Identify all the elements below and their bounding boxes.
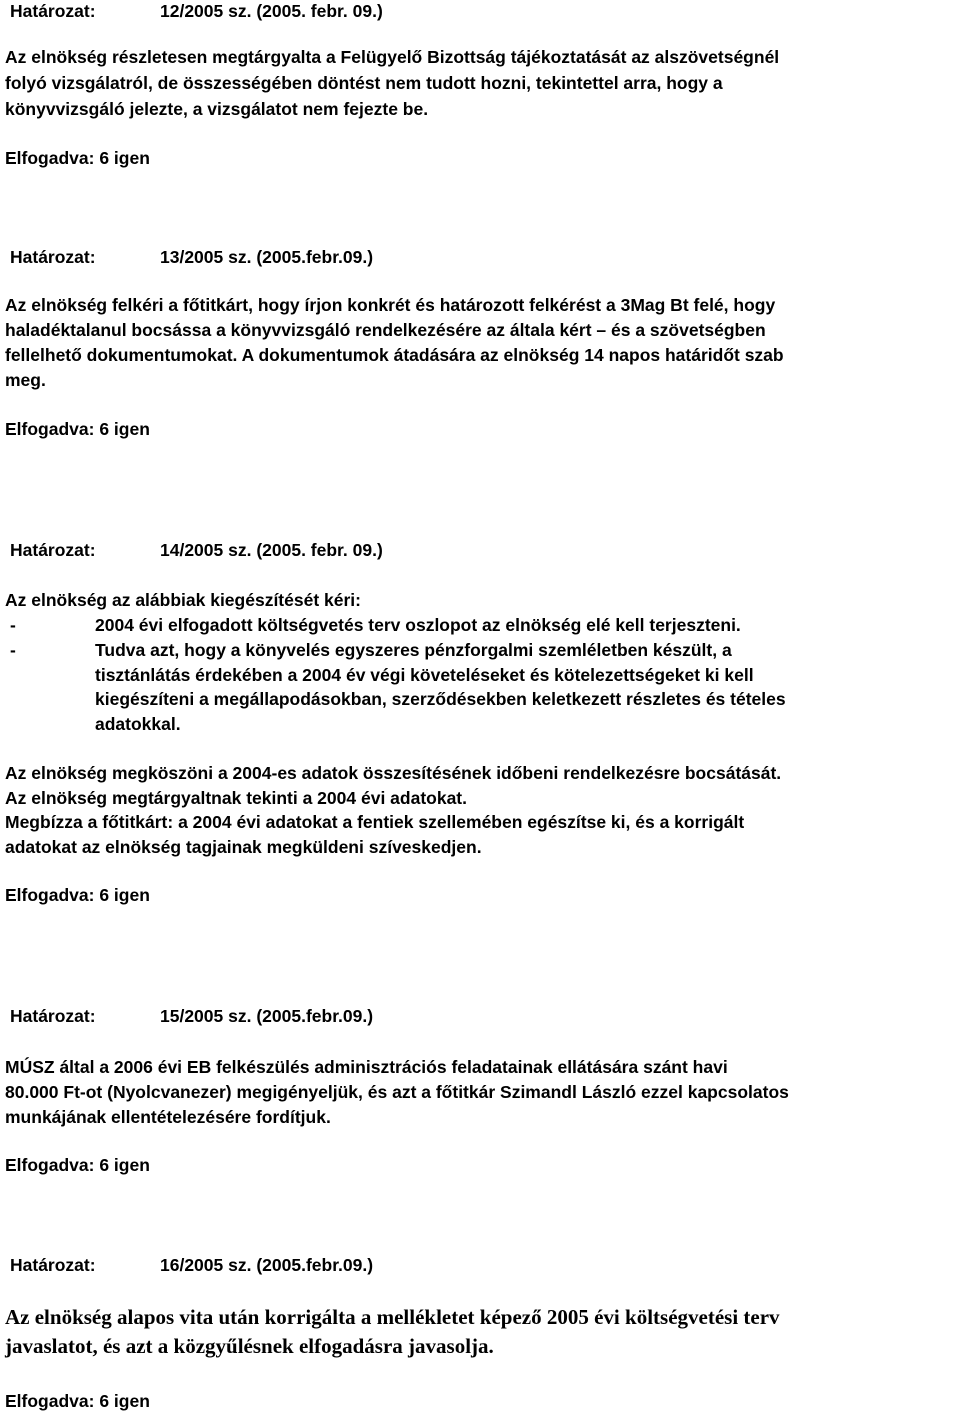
decision-text-line: meg.	[5, 370, 46, 390]
decision-number: 16/2005 sz. (2005.febr.09.)	[160, 1255, 374, 1275]
decision-intro: Az elnökség az alábbiak kiegészítését kéri:	[5, 590, 361, 610]
vote-result: Elfogadva: 6 igen	[5, 1391, 150, 1411]
bullet-text-line: Tudva azt, hogy a könyvelés egyszeres pénzforgalmi szemléletben készült, a	[95, 640, 732, 660]
decision-text-line: Az elnökség megtárgyaltnak tekinti a 2004 évi adatokat.	[5, 788, 467, 808]
decision-text-line: javaslatot, és azt a közgyűlésnek elfogadásra javasolja.	[5, 1334, 494, 1358]
decision-text-line: 80.000 Ft-ot (Nyolcvanezer) megigényeljük, és azt a főtitkár Szimandl László ezzel kapcsolatos	[5, 1082, 789, 1102]
decision-text-line: könyvvizsgáló jelezte, a vizsgálatot nem fejezte be.	[5, 99, 429, 119]
decision-label: Határozat:	[10, 1, 96, 21]
decision-text-line: haladéktalanul bocsássa a könyvvizsgáló rendelkezésére az általa kért – és a szövetségben	[5, 320, 766, 340]
bullet-dash: -	[10, 640, 16, 660]
vote-result: Elfogadva: 6 igen	[5, 148, 150, 168]
decision-text-line: folyó vizsgálatról, de összességében döntést nem tudott hozni, tekintettel arra, hogy a	[5, 73, 723, 93]
decision-label: Határozat:	[10, 1255, 96, 1275]
decision-text-line: Az elnökség megköszöni a 2004-es adatok összesítésének időbeni rendelkezésre bocsátását.	[5, 763, 782, 783]
decision-label: Határozat:	[10, 1006, 96, 1026]
decision-number: 14/2005 sz. (2005. febr. 09.)	[160, 540, 383, 560]
decision-number: 12/2005 sz. (2005. febr. 09.)	[160, 1, 383, 21]
decision-number: 13/2005 sz. (2005.febr.09.)	[160, 247, 374, 267]
decision-text-line: munkájának ellentételezésére fordítjuk.	[5, 1107, 331, 1127]
vote-result: Elfogadva: 6 igen	[5, 1155, 150, 1175]
bullet-text-line: kiegészíteni a megállapodásokban, szerződésekben keletkezett részletes és tételes	[95, 689, 786, 709]
decision-label: Határozat:	[10, 247, 96, 267]
vote-result: Elfogadva: 6 igen	[5, 885, 150, 905]
bullet-text-line: tisztánlátás érdekében a 2004 év végi követeléseket és kötelezettségeket ki kell	[95, 665, 754, 685]
decision-text-line: Megbízza a főtitkárt: a 2004 évi adatokat a fentiek szellemében egészítse ki, és a korrigált	[5, 812, 745, 832]
decision-text-line: MÚSZ által a 2006 évi EB felkészülés adminisztrációs feladatainak ellátására szánt havi	[5, 1057, 728, 1077]
decision-text-line: adatokat az elnökség tagjainak megküldeni szíveskedjen.	[5, 837, 482, 857]
vote-result: Elfogadva: 6 igen	[5, 419, 150, 439]
bullet-dash: -	[10, 615, 16, 635]
decision-number: 15/2005 sz. (2005.febr.09.)	[160, 1006, 374, 1026]
decision-label: Határozat:	[10, 540, 96, 560]
bullet-text-line: adatokkal.	[95, 714, 181, 734]
decision-text-line: Az elnökség felkéri a főtitkárt, hogy írjon konkrét és határozott felkérést a 3Mag Bt felé, hogy	[5, 295, 776, 315]
bullet-text-line: 2004 évi elfogadott költségvetés terv oszlopot az elnökség elé kell terjeszteni.	[95, 615, 741, 635]
decision-text-line: Az elnökség alapos vita után korrigálta a mellékletet képező 2005 évi költségvetési terv	[5, 1305, 780, 1329]
decision-text-line: fellelhető dokumentumokat. A dokumentumok átadására az elnökség 14 napos határidőt szab	[5, 345, 784, 365]
decision-text-line: Az elnökség részletesen megtárgyalta a Felügyelő Bizottság tájékoztatását az alszövetségnél	[5, 47, 780, 67]
